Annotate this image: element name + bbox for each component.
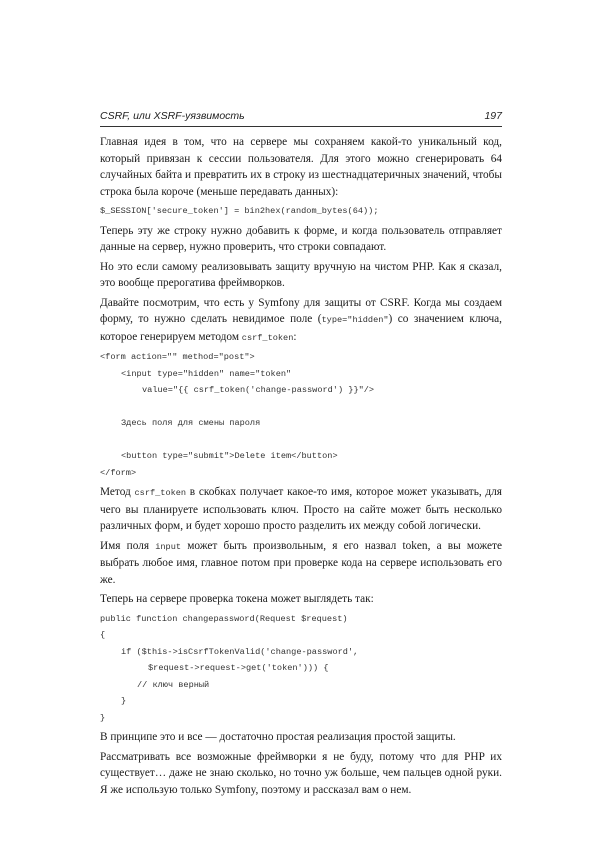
paragraph-server-check: Теперь на сервере проверка токена может выглядеть так: bbox=[100, 593, 374, 605]
running-head bbox=[100, 108, 502, 124]
paragraph-conclusion: Рассматривать все возможные фреймворки я не буду, потому что для PHP их существует… даже не знаю сколько, но точно уж больше, чем пальцев одной руки. Я же использую только Symfony, поэтому и рассказал вам о нем. bbox=[100, 750, 502, 796]
paragraph-method-explain bbox=[100, 484, 502, 535]
header-rule bbox=[100, 126, 502, 127]
text-run: Имя поля bbox=[100, 539, 156, 552]
paragraph-summary: В принципе это и все — достаточно простая реализация простой защиты. bbox=[100, 731, 456, 743]
code-line: if ($this->isCsrfTokenValid('change-password', bbox=[121, 646, 359, 657]
code-line: value="{{ csrf_token('change-password') }}"/> bbox=[142, 385, 375, 395]
text-run: может быть произвольным, я его назвал token, а вы можете выбрать любое имя, главное потом при проверке кода на сервере использовать его же. bbox=[100, 539, 502, 586]
text-run: Метод bbox=[100, 486, 135, 498]
code-line: } bbox=[100, 712, 106, 723]
paragraph-field-name bbox=[100, 538, 502, 589]
code-form-example bbox=[100, 349, 502, 481]
code-line: </form> bbox=[100, 467, 137, 478]
code-line: <input type="hidden" name="token" bbox=[121, 368, 292, 379]
code-blank-line bbox=[100, 432, 502, 449]
text-run: : bbox=[293, 330, 297, 343]
code-blank-line bbox=[100, 399, 502, 416]
code-comment-line: Здесь поля для смены пароля bbox=[121, 418, 261, 428]
code-line: <button type="submit">Delete item</button> bbox=[121, 451, 338, 461]
code-line: } bbox=[121, 696, 127, 706]
page-number: 197 bbox=[484, 110, 502, 122]
code-line: public function changepassword(Request $request) bbox=[100, 613, 348, 624]
page-content bbox=[100, 134, 502, 801]
text-run: Давайте посмотрим, что есть у Symfony для защиты от CSRF. Когда мы создаем форму, то нужно сделать невидимое поле ( bbox=[100, 296, 502, 325]
paragraph-main-idea: Главная идея в том, что на сервере мы сохраняем какой-то уникальный код, который привязан к сессии пользователя. Для этого можно сгенерировать 64 случайных байта и превратить их в строку из шестнадцатеричных значений, чтобы строка была короче (меньше передавать данных): bbox=[100, 136, 502, 198]
paragraph-framework-note: Но это если самому реализовывать защиту вручную на чистом PHP. Как я сказал, это вообще прерогатива фреймворков. bbox=[100, 260, 502, 289]
code-session-token bbox=[100, 203, 502, 220]
chapter-title: CSRF, или XSRF-уязвимость bbox=[100, 110, 245, 122]
code-line: $request->request->get('token'))) { bbox=[148, 663, 329, 673]
text-run: в скобках получает какое-то имя, которое может указывать, для чего вы планируете использовать ключ. Просто на сайте может быть несколько различных форм, и будет хорошо просто разделить их между собой логически. bbox=[100, 486, 503, 532]
paragraph-symfony-intro bbox=[100, 295, 502, 347]
book-page bbox=[100, 0, 502, 849]
text-run: ) со значением ключа, которое генерируем методом bbox=[100, 313, 502, 343]
code-line: <form action="" method="post"> bbox=[100, 352, 255, 362]
inline-code: csrf_token bbox=[134, 488, 187, 498]
inline-code: input bbox=[155, 541, 182, 552]
code-comment-line: // ключ верный bbox=[137, 679, 210, 690]
code-line: { bbox=[100, 630, 106, 640]
inline-code: type="hidden" bbox=[321, 315, 389, 325]
code-controller-example bbox=[100, 611, 502, 727]
paragraph-add-to-form: Теперь эту же строку нужно добавить к форме, и когда пользователь отправляет данные на сервер, нужно проверить, что строки совпадают. bbox=[100, 224, 502, 253]
code-line: $_SESSION['secure_token'] = bin2hex(random_bytes(64)); bbox=[100, 206, 379, 216]
inline-code: csrf_token bbox=[241, 332, 294, 343]
